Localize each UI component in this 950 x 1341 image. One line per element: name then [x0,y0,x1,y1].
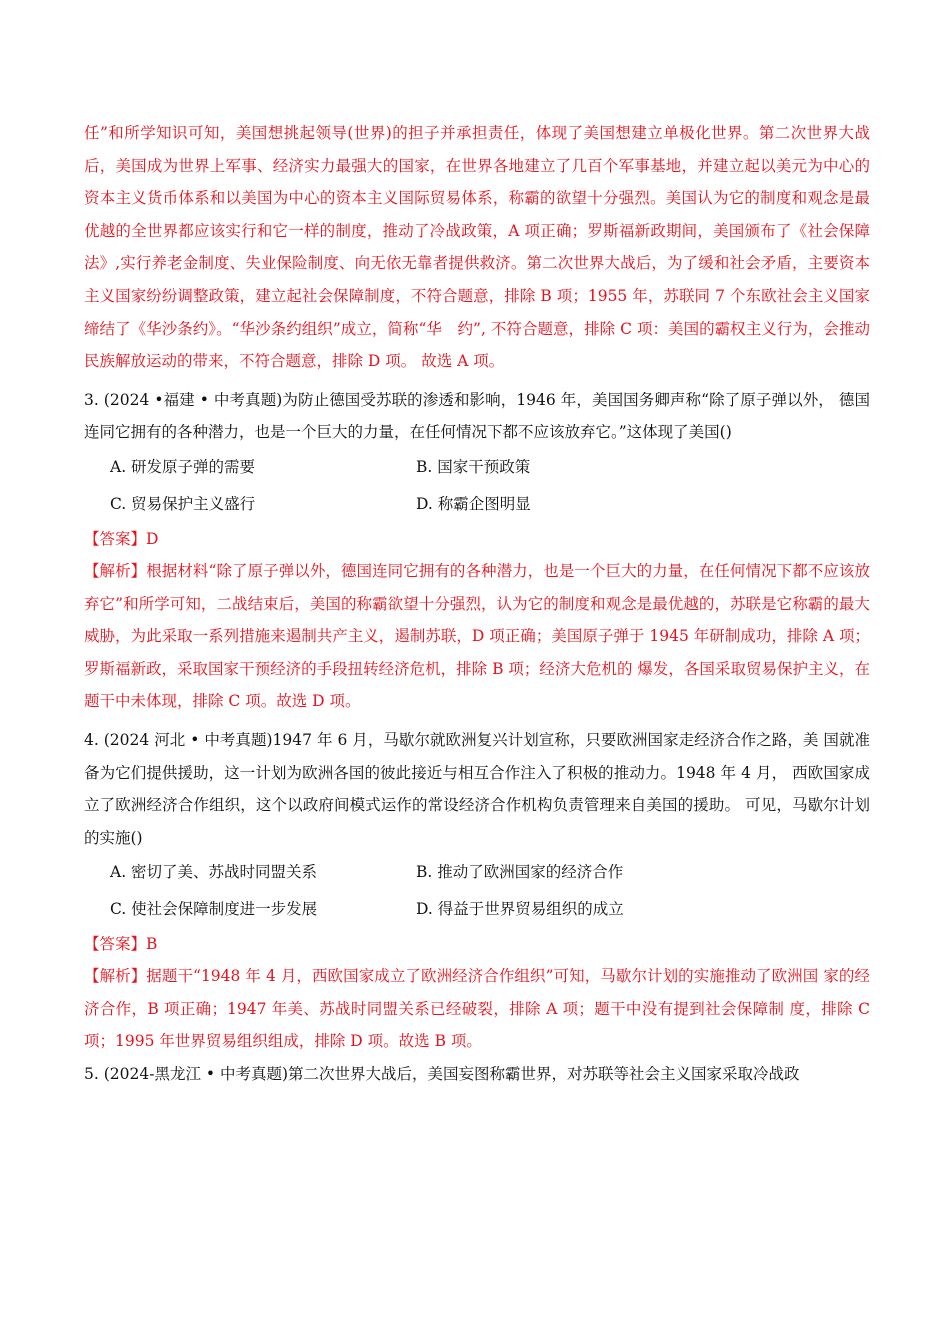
question-4 [84,724,870,1058]
analysis-tag: 【解析】 [84,967,147,986]
question-3-option-c: C. 贸易保护主义盛行 [110,494,256,513]
question-3-option-b: B. 国家干预政策 [416,457,531,476]
answer-tag: 【答案】 [84,529,147,548]
question-3-options [84,449,870,523]
question-3-answer [84,523,870,555]
question-4-analysis [84,960,870,1058]
question-3-option-a: A. 研发原子弹的需要 [110,457,256,476]
question-4-option-d: D. 得益于世界贸易组织的成立 [416,900,624,919]
question-3-stem: 3. (2024 •福建 • 中考真题)为防止德国受苏联的渗透和影响，1946 年，美国国务卿声称“除了原子弹以外， 德国连同它拥有的各种潜力，也是一个巨大的力量，在任何情况下都不应该放弃它。”这体现了美国() [84,390,870,442]
answer-value: D [146,529,159,548]
answer-tag: 【答案】 [84,935,147,954]
analysis-text: 据题干“1948 年 4 月，西欧国家成立了欧洲经济合作组织”可知，马歇尔计划的实施推动了欧洲国 家的经济合作，B 项正确；1947 年美、苏战时同盟关系已经破裂，排除 A 项；题干中没有提到社会保障制 度，排除 C 项；1995 年世界贸易组织组成，排除 D 项。故选 B 项。 [84,967,870,1051]
question-3-analysis [84,555,870,718]
question-4-answer [84,928,870,960]
question-4-option-b: B. 推动了欧洲国家的经济合作 [416,863,624,882]
question-4-stem: 4. (2024 河北 • 中考真题)1947 年 6 月，马歇尔就欧洲复兴计划宣称，只要欧洲国家走经济合作之路，美 国就准备为它们提供援助，这一计划为欧洲各国的彼此接近与相互合作注入了积极的推动力。1948 年 4 月， 西欧国家成立了欧洲经济合作组织，这个以政府间模式运作的常设经济合作机构负责管理来自美国的援助。 可见，马歇尔计划的实施() [84,730,870,847]
question-4-options [84,854,870,928]
question-4-option-a: A. 密切了美、苏战时同盟关系 [110,863,318,882]
question-4-option-c: C. 使社会保障制度进一步发展 [110,900,318,919]
answer-value: B [146,935,158,954]
question-5-stem: 5. (2024-黑龙江 • 中考真题)第二次世界大战后，美国妄图称霸世界，对苏联等社会主义国家采取冷战政 [84,1065,800,1084]
previous-analysis-continuation: 任”和所学知识可知，美国想挑起领导(世界)的担子并承担责任，体现了美国想建立单极化世界。第二次世界大战后，美国成为世界上军事、经济实力最强大的国家，在世界各地建立了几百个军事基地，并建立起以美元为中心的资本主义货币体系和以美国为中心的资本主义国际贸易体系，称霸的欲望十分强烈。美国认为它的制度和观念是最优越的全世界都应该实行和它一样的制度，推动了冷战政策，A 项正确；罗斯福新政期间，美国颁布了《社会保障法》,实行养老金制度、失业保险制度、向无依无靠者提供救济。第二次世界大战后，为了缓和社会矛盾，主要资本主义国家纷纷调整政策，建立起社会保障制度，不符合题意，排除 B 项；1955 年，苏联同 7 个东欧社会主义国家缔结了《华沙条约》。“华沙条约组织”成立，简称“华 约”, 不符合题意，排除 C 项：美国的霸权主义行为，会推动民族解放运动的带来，不符合题意，排除 D 项。 故选 A 项。 [84,124,870,371]
analysis-tag: 【解析】 [84,561,147,580]
analysis-text: 根据材料“除了原子弹以外，德国连同它拥有的各种潜力，也是一个巨大的力量，在任何情况下都不应该放弃它”和所学可知，二战结束后，美国的称霸欲望十分强烈，认为它的制度和观念是最优越的，苏联是它称霸的最大威胁，为此采取一系列措施来遏制共产主义，遏制苏联，D 项正确；美国原子弹于 1945 年研制成功，排除 A 项；罗斯福新政，采取国家干预经济的手段扭转经济危机，排除 B 项；经济大危机的 爆发，各国采取贸易保护主义，在题干中未体现，排除 C 项。故选 D 项。 [84,561,870,711]
question-3-option-d: D. 称霸企图明显 [416,494,531,513]
page-content [84,117,870,1091]
question-3 [84,384,870,718]
